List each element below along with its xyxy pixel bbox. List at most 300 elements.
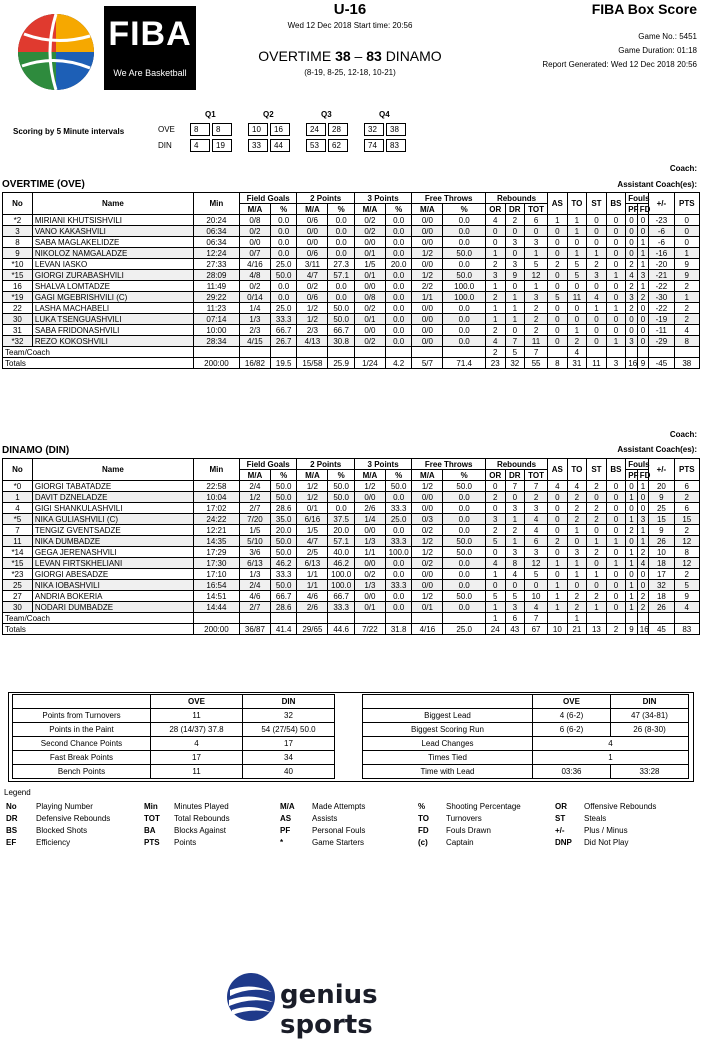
legend-desc: Blocked Shots	[36, 826, 88, 835]
player-stat: 5	[505, 591, 525, 602]
player-stat: 0	[548, 237, 568, 248]
player-stat: 66.7	[270, 325, 296, 336]
stat-value: 6 (6-2)	[533, 723, 611, 737]
player-stat: 20.0	[328, 525, 354, 536]
totals-p3p: 4.2	[385, 358, 411, 369]
stat-label: Fast Break Points	[13, 751, 151, 765]
team-coach-dr: 6	[505, 613, 525, 624]
legend-desc: Shooting Percentage	[446, 802, 521, 811]
column-header-ma: M/A	[412, 470, 443, 481]
stat-value: 32	[243, 709, 335, 723]
report-generated: Report Generated: Wed 12 Dec 2018 20:56	[542, 60, 697, 69]
column-header-pts: PTS	[674, 193, 699, 215]
player-stat: 2	[485, 292, 505, 303]
player-stat: 17:02	[193, 503, 239, 514]
totals-to: 21	[567, 624, 587, 635]
player-stat: 0/0	[297, 226, 328, 237]
player-stat: 4	[525, 514, 548, 525]
column-header-pct: %	[270, 204, 296, 215]
player-stat: 0.0	[385, 325, 411, 336]
player-stat: 0	[637, 492, 649, 503]
column-header-pct: %	[385, 204, 411, 215]
team-coach-to: 1	[567, 613, 587, 624]
player-stat: 0	[606, 259, 626, 270]
player-stat: 0	[567, 580, 587, 591]
player-number: *32	[3, 336, 33, 347]
player-number: *15	[3, 270, 33, 281]
player-stat: 50.0	[443, 270, 486, 281]
stat-row	[363, 765, 689, 779]
player-stat: 3	[485, 514, 505, 525]
legend-abbr: FD	[418, 826, 429, 835]
player-stat: 0	[587, 492, 607, 503]
player-stat: 3	[505, 547, 525, 558]
player-stat: 0/0	[412, 336, 443, 347]
player-stat: 0	[674, 215, 699, 226]
player-stat: 0	[485, 547, 505, 558]
stat-value: 11	[151, 765, 243, 779]
legend-desc: Efficiency	[36, 838, 71, 847]
player-name: SHALVA LOMTADZE	[32, 281, 193, 292]
empty-cell	[385, 613, 411, 624]
player-stat: 0/0	[354, 591, 385, 602]
player-stat: 0	[606, 503, 626, 514]
player-number: *10	[3, 259, 33, 270]
empty-cell	[674, 613, 699, 624]
player-stat: 0	[587, 281, 607, 292]
quarter-scores: (8-19, 8-25, 12-18, 10-21)	[304, 68, 396, 77]
player-stat: 0.0	[443, 580, 486, 591]
player-number: 30	[3, 314, 33, 325]
player-stat: 1/3	[239, 314, 270, 325]
player-stat: 3	[505, 602, 525, 613]
legend-abbr: DR	[6, 814, 18, 823]
column-header-fouls: Fouls	[626, 459, 649, 470]
legend-abbr: OR	[555, 802, 567, 811]
totals-pf: 16	[626, 358, 638, 369]
player-stat: 50.0	[385, 481, 411, 492]
player-stat: 2	[674, 569, 699, 580]
legend-desc: Blocks Against	[174, 826, 227, 835]
legend-desc: Fouls Drawn	[446, 826, 491, 835]
player-stat: 0	[548, 514, 568, 525]
player-stat: 8	[674, 336, 699, 347]
player-stat: 14:35	[193, 536, 239, 547]
player-row	[3, 514, 700, 525]
player-row	[3, 281, 700, 292]
stat-header-blank	[363, 695, 533, 709]
stat-value: 11	[151, 709, 243, 723]
player-row	[3, 547, 700, 558]
player-stat: 2	[505, 525, 525, 536]
stat-row	[363, 751, 689, 765]
player-stat: 3	[525, 547, 548, 558]
totals-fg: 16/82	[239, 358, 270, 369]
legend-abbr: TO	[418, 814, 429, 823]
player-stat: 1/2	[297, 492, 328, 503]
player-stat: 0	[626, 237, 638, 248]
player-stat: 18	[649, 591, 674, 602]
player-stat: 0/2	[239, 226, 270, 237]
player-stat: 2	[587, 514, 607, 525]
player-stat: 66.7	[328, 325, 354, 336]
player-stat: 0.0	[385, 215, 411, 226]
player-stat: 0	[637, 503, 649, 514]
stat-label: Lead Changes	[363, 737, 533, 751]
player-stat: 0.0	[443, 525, 486, 536]
column-header-bs: BS	[606, 459, 626, 481]
player-stat: -23	[649, 215, 674, 226]
player-stat: 1	[606, 303, 626, 314]
player-stat: 0/0	[297, 237, 328, 248]
player-stat: 1	[587, 536, 607, 547]
team-coach-label: Team/Coach	[3, 613, 194, 624]
player-stat: 0/6	[297, 215, 328, 226]
player-stat: 0/0	[412, 259, 443, 270]
player-stat: 0	[637, 215, 649, 226]
player-stat: 0	[567, 536, 587, 547]
player-stat: 3	[626, 336, 638, 347]
player-stat: 7	[505, 336, 525, 347]
player-stat: 4	[505, 569, 525, 580]
stat-value: 33:28	[611, 765, 689, 779]
player-stat: 0/2	[412, 525, 443, 536]
player-stat: 0/0	[412, 580, 443, 591]
legend-abbr: BS	[6, 826, 18, 835]
column-header-pf: PF	[626, 470, 638, 481]
player-stat: 50.0	[328, 314, 354, 325]
player-stat: 6	[525, 536, 548, 547]
din-team-title: DINAMO (DIN)	[2, 445, 70, 456]
player-stat: 8	[674, 547, 699, 558]
player-stat: 0.0	[443, 226, 486, 237]
player-stat: 0	[548, 325, 568, 336]
player-stat: 0	[626, 569, 638, 580]
player-stat: 16:54	[193, 580, 239, 591]
player-stat: 0.0	[270, 215, 296, 226]
interval-score-cell: 4	[190, 139, 210, 152]
player-name: GIORGI ZURABASHVILI	[32, 270, 193, 281]
player-stat: 0	[606, 215, 626, 226]
player-stat: 0.0	[385, 237, 411, 248]
player-stat: 0/6	[297, 292, 328, 303]
player-stat: 50.0	[443, 591, 486, 602]
player-stat: 0	[567, 237, 587, 248]
stat-row	[13, 737, 335, 751]
player-stat: 3	[505, 237, 525, 248]
column-header-fouls: Fouls	[626, 193, 649, 204]
totals-to: 31	[567, 358, 587, 369]
empty-cell	[637, 347, 649, 358]
player-stat: 0	[485, 226, 505, 237]
player-stat: 1/2	[412, 248, 443, 259]
player-stat: 0.0	[443, 569, 486, 580]
player-stat: 0.0	[443, 314, 486, 325]
legend-abbr: +/-	[555, 826, 565, 835]
player-stat: 1/3	[354, 536, 385, 547]
totals-p3p: 31.8	[385, 624, 411, 635]
player-stat: 17:29	[193, 547, 239, 558]
empty-cell	[328, 347, 354, 358]
stat-value: 26 (8-30)	[611, 723, 689, 737]
player-stat: 0	[587, 525, 607, 536]
column-header-pct: %	[328, 470, 354, 481]
column-header-pm: +/-	[649, 459, 674, 481]
totals-or: 23	[485, 358, 505, 369]
report-title: FIBA Box Score	[591, 1, 697, 17]
empty-cell	[412, 613, 443, 624]
empty-cell	[606, 347, 626, 358]
player-stat: 2	[567, 514, 587, 525]
player-stat: 2	[587, 259, 607, 270]
empty-cell	[548, 347, 568, 358]
player-stat: 0	[587, 215, 607, 226]
player-stat: 3	[505, 259, 525, 270]
interval-score-cell: 33	[248, 139, 268, 152]
player-stat: 4	[674, 325, 699, 336]
player-stat: 0.0	[443, 303, 486, 314]
player-stat: 18	[649, 558, 674, 569]
stat-value: 1	[533, 751, 689, 765]
player-stat: 0	[587, 336, 607, 347]
player-stat: 1	[485, 248, 505, 259]
player-stat: 27:33	[193, 259, 239, 270]
player-stat: 3	[626, 292, 638, 303]
legend-desc: Personal Fouls	[312, 826, 366, 835]
player-stat: -22	[649, 281, 674, 292]
player-stat: 3	[485, 270, 505, 281]
legend-desc: Did Not Play	[584, 838, 629, 847]
home-team-name: OVERTIME	[258, 48, 332, 64]
player-stat: 28:09	[193, 270, 239, 281]
column-header-p2: 2 Points	[297, 193, 354, 204]
player-stat: 0	[606, 281, 626, 292]
player-row	[3, 215, 700, 226]
player-stat: 0	[606, 226, 626, 237]
player-stat: 0	[626, 314, 638, 325]
player-stat: 0/0	[354, 281, 385, 292]
player-stat: -16	[649, 248, 674, 259]
player-number: 22	[3, 303, 33, 314]
totals-fg: 36/87	[239, 624, 270, 635]
player-stat: 100.0	[385, 547, 411, 558]
player-stat: 17	[649, 569, 674, 580]
stat-row	[363, 709, 689, 723]
player-stat: 0	[548, 492, 568, 503]
player-number: 27	[3, 591, 33, 602]
column-header-pct: %	[270, 470, 296, 481]
totals-ft: 4/16	[412, 624, 443, 635]
empty-cell	[649, 613, 674, 624]
player-stat: 0/1	[354, 248, 385, 259]
player-stat: 2	[674, 492, 699, 503]
player-stat: 0/7	[239, 248, 270, 259]
player-stat: 07:14	[193, 314, 239, 325]
empty-cell	[674, 347, 699, 358]
player-name: GEGA JERENASHVILI	[32, 547, 193, 558]
player-stat: 9	[674, 591, 699, 602]
player-row	[3, 325, 700, 336]
player-stat: 1	[505, 314, 525, 325]
column-header-ma: M/A	[239, 470, 270, 481]
player-row	[3, 591, 700, 602]
player-stat: 1	[525, 281, 548, 292]
player-stat: 25.0	[270, 259, 296, 270]
empty-cell	[354, 613, 385, 624]
player-stat: 100.0	[443, 281, 486, 292]
column-header-ma: M/A	[239, 204, 270, 215]
player-stat: 5/10	[239, 536, 270, 547]
player-stat: 1	[674, 248, 699, 259]
player-stat: 100.0	[328, 580, 354, 591]
interval-score-cell: 74	[364, 139, 384, 152]
player-stat: 2	[626, 303, 638, 314]
player-stat: 50.0	[328, 303, 354, 314]
player-stat: 6/16	[297, 514, 328, 525]
column-header-or: OR	[485, 204, 505, 215]
player-stat: 17:10	[193, 569, 239, 580]
player-row	[3, 336, 700, 347]
player-stat: 7/20	[239, 514, 270, 525]
totals-or: 24	[485, 624, 505, 635]
player-row	[3, 580, 700, 591]
player-stat: 4/6	[297, 591, 328, 602]
column-header-p3: 3 Points	[354, 459, 411, 470]
team-coach-tot: 7	[525, 347, 548, 358]
player-stat: 0.0	[270, 281, 296, 292]
empty-cell	[385, 347, 411, 358]
player-stat: 1	[637, 525, 649, 536]
player-stat: 4/13	[297, 336, 328, 347]
player-stat: 0	[606, 525, 626, 536]
stat-label: Points from Turnovers	[13, 709, 151, 723]
player-stat: 2/6	[354, 503, 385, 514]
player-stat: 2	[587, 481, 607, 492]
din-assistant-coach-label: Assistant Coach(es):	[617, 445, 697, 454]
player-stat: 4	[525, 525, 548, 536]
player-number: 16	[3, 281, 33, 292]
player-stat: 0	[637, 303, 649, 314]
player-stat: 3	[525, 237, 548, 248]
player-stat: 20	[649, 481, 674, 492]
player-stat: 1	[548, 602, 568, 613]
player-stat: 11	[567, 292, 587, 303]
player-stat: 50.0	[443, 547, 486, 558]
player-stat: 2	[637, 591, 649, 602]
interval-scoring-label: Scoring by 5 Minute intervals	[13, 127, 125, 136]
column-header-pct: %	[443, 204, 486, 215]
legend-desc: Points	[174, 838, 197, 847]
player-row	[3, 569, 700, 580]
player-stat: 4	[637, 558, 649, 569]
stat-label: Second Chance Points	[13, 737, 151, 751]
totals-tot: 67	[525, 624, 548, 635]
player-row	[3, 237, 700, 248]
player-stat: 1	[567, 569, 587, 580]
player-stat: 1	[548, 591, 568, 602]
player-stat: 0	[637, 580, 649, 591]
player-stat: 1	[637, 281, 649, 292]
player-row	[3, 270, 700, 281]
player-stat: 2	[548, 259, 568, 270]
player-stat: 0	[626, 226, 638, 237]
totals-as: 8	[548, 358, 568, 369]
stat-row	[13, 709, 335, 723]
interval-quarter-label: Q1	[205, 110, 216, 119]
player-stat: 0	[525, 580, 548, 591]
legend-desc: Plus / Minus	[584, 826, 628, 835]
player-stat: 6/13	[239, 558, 270, 569]
competition-title: U-16	[333, 1, 367, 18]
totals-st: 13	[587, 624, 607, 635]
empty-cell	[606, 613, 626, 624]
stat-header-blank	[13, 695, 151, 709]
player-stat: 1	[587, 602, 607, 613]
stat-row	[363, 737, 689, 751]
player-stat: 0	[548, 569, 568, 580]
player-stat: 8	[505, 558, 525, 569]
player-stat: 0/0	[354, 558, 385, 569]
legend-abbr: PF	[280, 826, 291, 835]
team-coach-row	[3, 613, 700, 624]
totals-min: 200:00	[193, 624, 239, 635]
player-stat: 1/1	[297, 580, 328, 591]
player-stat: -21	[649, 270, 674, 281]
player-stat: 0	[606, 547, 626, 558]
player-stat: 0.0	[328, 215, 354, 226]
player-stat: 57.1	[328, 270, 354, 281]
stat-row	[13, 723, 335, 737]
player-stat: 50.0	[443, 248, 486, 259]
totals-dr: 32	[505, 358, 525, 369]
player-stat: 3	[587, 270, 607, 281]
totals-dr: 43	[505, 624, 525, 635]
stat-label: Bench Points	[13, 765, 151, 779]
player-stat: 7	[505, 481, 525, 492]
totals-p2p: 25.9	[328, 358, 354, 369]
interval-score-cell: 19	[212, 139, 232, 152]
interval-score-cell: 28	[328, 123, 348, 136]
player-stat: 9	[649, 492, 674, 503]
player-stat: 1	[626, 591, 638, 602]
column-header-pct: %	[385, 470, 411, 481]
player-number: *0	[3, 481, 33, 492]
player-stat: 0	[505, 580, 525, 591]
column-header-pm: +/-	[649, 193, 674, 215]
totals-pf: 9	[626, 624, 638, 635]
player-stat: 0/14	[239, 292, 270, 303]
player-name: SABA MAGLAKELIDZE	[32, 237, 193, 248]
column-header-name: Name	[32, 459, 193, 481]
player-stat: 1/5	[354, 259, 385, 270]
player-stat: 0	[626, 325, 638, 336]
column-header-min: Min	[193, 459, 239, 481]
player-stat: 0.0	[385, 602, 411, 613]
player-stat: 0/1	[412, 602, 443, 613]
legend-abbr: DNP	[555, 838, 572, 847]
column-header-as: AS	[548, 459, 568, 481]
player-stat: 0	[548, 281, 568, 292]
player-stat: 0	[637, 314, 649, 325]
interval-score-cell: 8	[190, 123, 210, 136]
din-coach-label: Coach:	[669, 430, 697, 439]
fiba-brand-block	[104, 6, 196, 90]
player-name: ANDRIA BOKERIA	[32, 591, 193, 602]
player-stat: 5	[485, 536, 505, 547]
player-stat: 6	[525, 215, 548, 226]
player-stat: 1	[626, 558, 638, 569]
player-stat: 2	[567, 591, 587, 602]
